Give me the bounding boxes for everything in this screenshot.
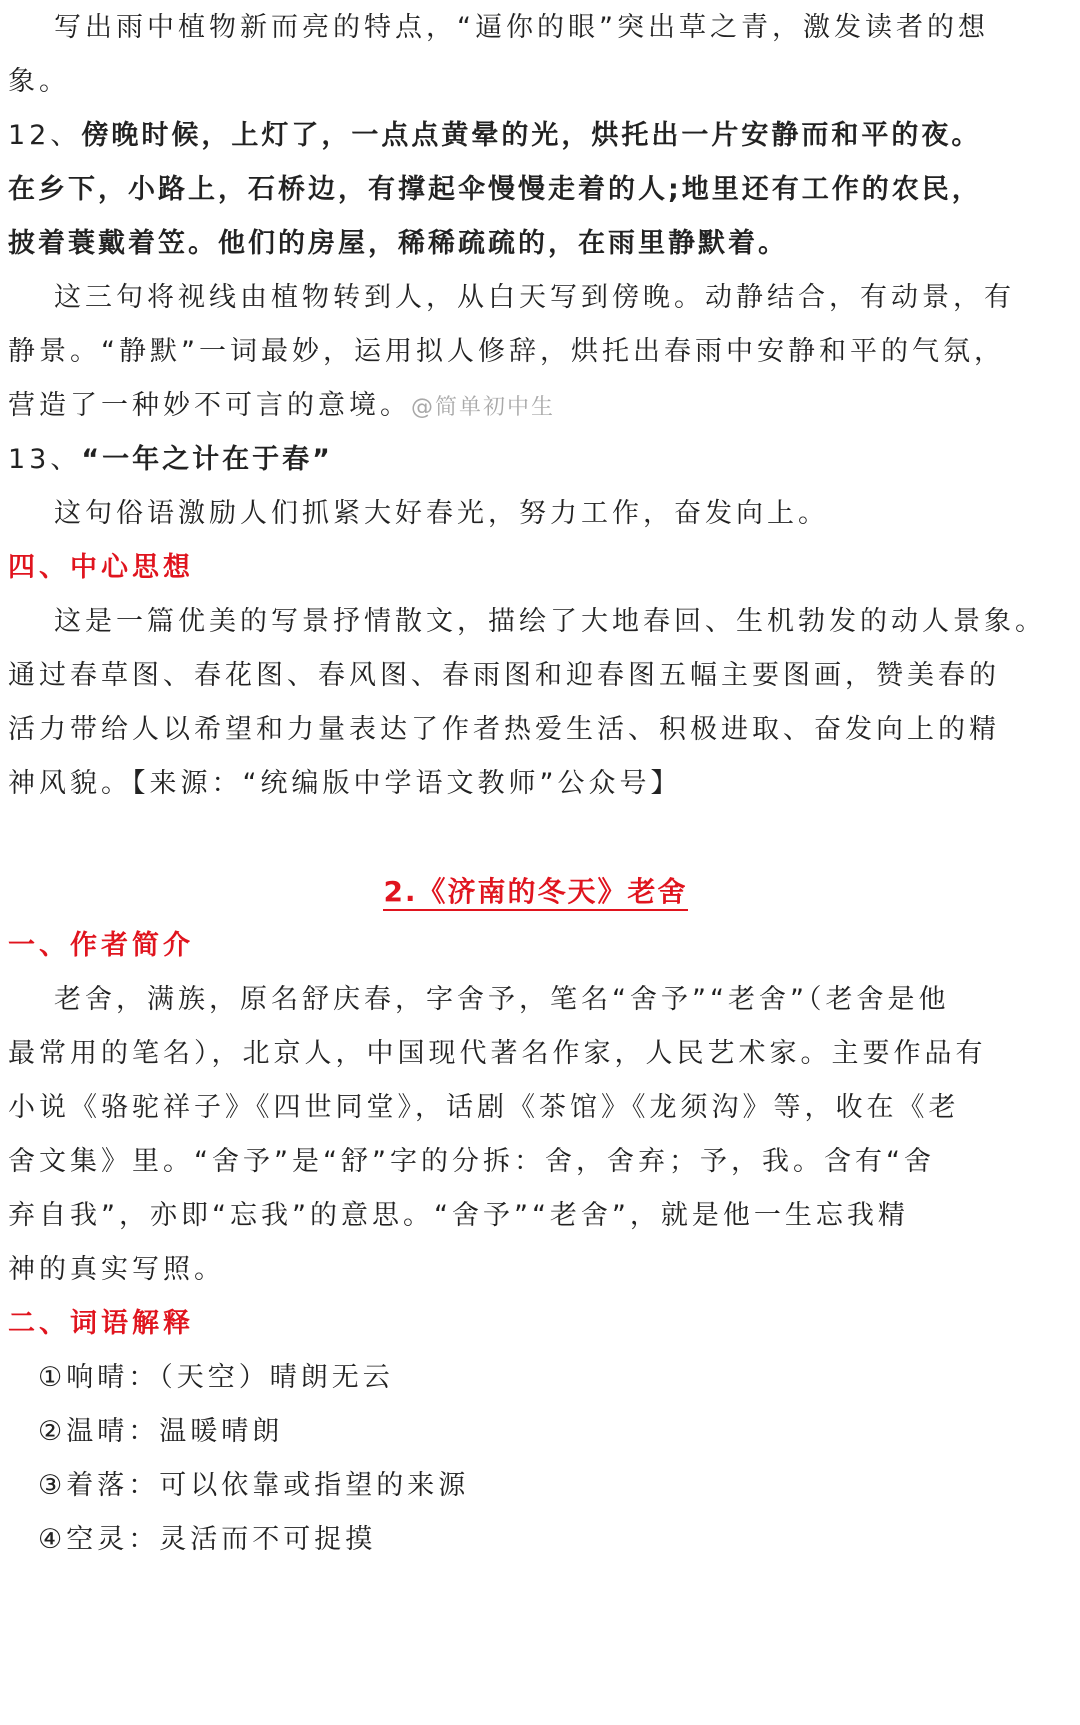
- paragraph-line: 这句俗语激励人们抓紧大好春光，努力工作，奋发向上。: [54, 498, 829, 529]
- paragraph-line: 神风貌。【来源：“统编版中学语文教师”公众号】: [8, 768, 682, 799]
- paragraph-line: 弃自我”，亦即“忘我”的意思。“舍予”“老舍”，就是他一生忘我精: [8, 1200, 909, 1231]
- watermark: @简单初中生: [411, 395, 556, 420]
- section-heading-author: 一、作者简介: [8, 930, 194, 961]
- section-heading-vocabulary: 二、词语解释: [8, 1308, 194, 1339]
- paragraph-line: [8, 386, 1063, 426]
- section-heading-center-idea: 四、中心思想: [8, 552, 194, 583]
- paragraph-line: 这三句将视线由植物转到人，从白天写到傍晚。动静结合，有动景，有: [54, 282, 1015, 313]
- paragraph-line: 象。: [8, 66, 70, 97]
- item-12-line: [8, 116, 1063, 156]
- item-number: 12、: [8, 120, 82, 151]
- vocab-item: ②温晴：温暖晴朗: [38, 1416, 284, 1447]
- quoted-sentence: “一年之计在于春”: [81, 444, 333, 475]
- document-page: [8, 0, 1063, 1725]
- paragraph-line: 通过春草图、春花图、春风图、春雨图和迎春图五幅主要图画，赞美春的: [8, 660, 1000, 691]
- paragraph-line: 活力带给人以希望和力量表达了作者热爱生活、积极进取、奋发向上的精: [8, 714, 1000, 745]
- item-number: 13、: [8, 444, 82, 475]
- paragraph-line: 这是一篇优美的写景抒情散文，描绘了大地春回、生机勃发的动人景象。: [54, 606, 1046, 637]
- item-13-line: [8, 440, 1063, 480]
- vocab-item: ④空灵：灵活而不可捉摸: [38, 1524, 377, 1555]
- quoted-sentence-line: 披着蓑戴着笠。他们的房屋，稀稀疏疏的，在雨里静默着。: [8, 228, 788, 259]
- paragraph-line: 老舍，满族，原名舒庆春，字舍予，笔名“舍予”“老舍”（老舍是他: [54, 984, 950, 1015]
- vocab-item: ③着落：可以依靠或指望的来源: [38, 1470, 470, 1501]
- paragraph-line: 神的真实写照。: [8, 1254, 225, 1285]
- quoted-sentence-line: 在乡下，小路上，石桥边，有撑起伞慢慢走着的人;地里还有工作的农民，: [8, 174, 982, 205]
- vocab-item: ①响晴：（天空）晴朗无云: [38, 1362, 394, 1393]
- paragraph-line: 静景。“静默”一词最妙，运用拟人修辞，烘托出春雨中安静和平的气氛，: [8, 336, 1005, 367]
- article-title: [8, 872, 1063, 912]
- paragraph-line: 小说《骆驼祥子》《四世同堂》，话剧《茶馆》《龙须沟》等，收在《老: [8, 1092, 960, 1123]
- paragraph-text: 营造了一种妙不可言的意境。: [8, 390, 411, 421]
- quoted-sentence: 傍晚时候，上灯了，一点点黄晕的光，烘托出一片安静而和平的夜。: [81, 120, 982, 151]
- paragraph-line: 最常用的笔名），北京人，中国现代著名作家，人民艺术家。主要作品有: [8, 1038, 987, 1069]
- paragraph-line: 舍文集》里。“舍予”是“舒”字的分拆：舍，舍弃；予，我。含有“舍: [8, 1146, 935, 1177]
- article-title-text: 2.《济南的冬天》老舍: [383, 875, 687, 911]
- paragraph-line: 写出雨中植物新而亮的特点，“逼你的眼”突出草之青，激发读者的想: [54, 12, 989, 43]
